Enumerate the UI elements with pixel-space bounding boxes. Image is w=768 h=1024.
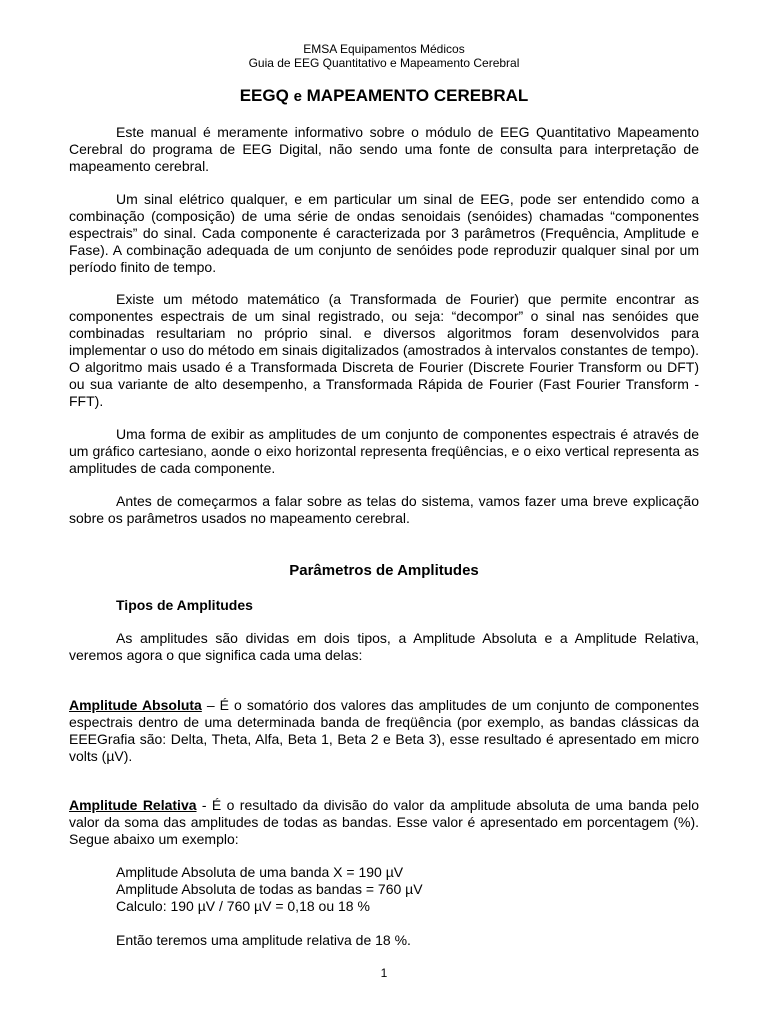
paragraph-absolute-amplitude [69, 697, 699, 765]
paragraph-graph [69, 426, 699, 477]
paragraph-types-intro [69, 630, 699, 664]
header-guide: Guia de EEG Quantitativo e Mapeamento Cerebral [248, 56, 520, 70]
example-conclusion: Então teremos uma amplitude relativa de 18 %. [116, 932, 411, 948]
paragraph-intro [69, 124, 699, 175]
title-part-3: MAPEAMENTO CEREBRAL [306, 86, 529, 105]
definition-relative-amplitude: - É o resultado da divisão do valor da amplitude absoluta de uma banda pelo valor da soma das amplitudes de todas as bandas. Esse valor é apresentado em porcentagem (%). Segue abaixo um exemplo: [69, 797, 699, 847]
paragraph-text: As amplitudes são dividas em dois tipos, a Amplitude Absoluta e a Amplitude Relativa, veremos agora o que significa cada uma delas: [69, 630, 699, 663]
paragraph-text: Existe um método matemático (a Transformada de Fourier) que permite encontrar as componentes espectrais de um sinal registrado, ou seja: “decompor” o sinal nas senóides que combinadas resultariam no próprio sinal. e diversos algoritmos foram desenvolvidos para implementar o uso do método em sinais digitalizados (amostrados à intervalos constantes de tempo). O algoritmo mais usado é a Transformada Discreta de Fourier (Discrete Fourier Transform ou DFT) ou sua variante de alto desempenho, a Transformada Rápida de Fourier (Fast Fourier Transform - FFT). [69, 291, 699, 409]
example-line-1: Amplitude Absoluta de uma banda X = 190 µV [116, 864, 404, 880]
paragraph-text: Uma forma de exibir as amplitudes de um conjunto de componentes espectrais é através de um gráfico cartesiano, aonde o eixo horizontal representa freqüências, e o eixo vertical representa as amplitudes de cada componente. [69, 426, 699, 476]
paragraph-relative-amplitude [69, 797, 699, 848]
title-part-2: e [293, 88, 302, 105]
title-part-1: EEGQ [239, 86, 289, 105]
page-header [0, 42, 768, 70]
paragraph-signal [69, 191, 699, 276]
document-title [0, 85, 768, 108]
section-title: Parâmetros de Amplitudes [289, 562, 479, 579]
paragraph-text: Antes de começarmos a falar sobre as telas do sistema, vamos fazer uma breve explicação sobre os parâmetros usados no mapeamento cerebral. [69, 493, 699, 526]
example-line-2: Amplitude Absoluta de todas as bandas = 760 µV [116, 881, 423, 897]
definition-absolute-amplitude: – É o somatório dos valores das amplitudes de um conjunto de componentes espectrais dentro de uma determinada banda de freqüência (por exemplo, as bandas clássicas da EEEGrafia são: Delta, Theta, Alfa, Beta 1, Beta 2 e Beta 3), esse resultado é apresentado em micro volts (µV). [69, 697, 699, 764]
example-block [116, 864, 423, 915]
paragraph-fourier [69, 291, 699, 410]
header-company: EMSA Equipamentos Médicos [303, 42, 465, 56]
paragraph-parameters [69, 493, 699, 527]
paragraph-text: Este manual é meramente informativo sobre o módulo de EEG Quantitativo Mapeamento Cerebral do programa de EEG Digital, não sendo uma fonte de consulta para interpretação de mapeamento cerebral. [69, 124, 699, 174]
term-relative-amplitude: Amplitude Relativa [69, 797, 197, 813]
page-number: 1 [380, 966, 388, 980]
paragraph-text: Um sinal elétrico qualquer, e em particular um sinal de EEG, pode ser entendido como a combinação (composição) de uma série de ondas senoidais (senóides) chamadas “componentes espectrais” do sinal. Cada componente é caracterizada por 3 parâmetros (Frequência, Amplitude e Fase). A combinação adequada de um conjunto de senóides pode reproduzir qualquer sinal por um período finito de tempo. [69, 191, 699, 275]
example-line-3: Calculo: 190 µV / 760 µV = 0,18 ou 18 % [116, 898, 370, 914]
term-absolute-amplitude: Amplitude Absoluta [69, 697, 202, 713]
subsection-title: Tipos de Amplitudes [116, 597, 253, 613]
